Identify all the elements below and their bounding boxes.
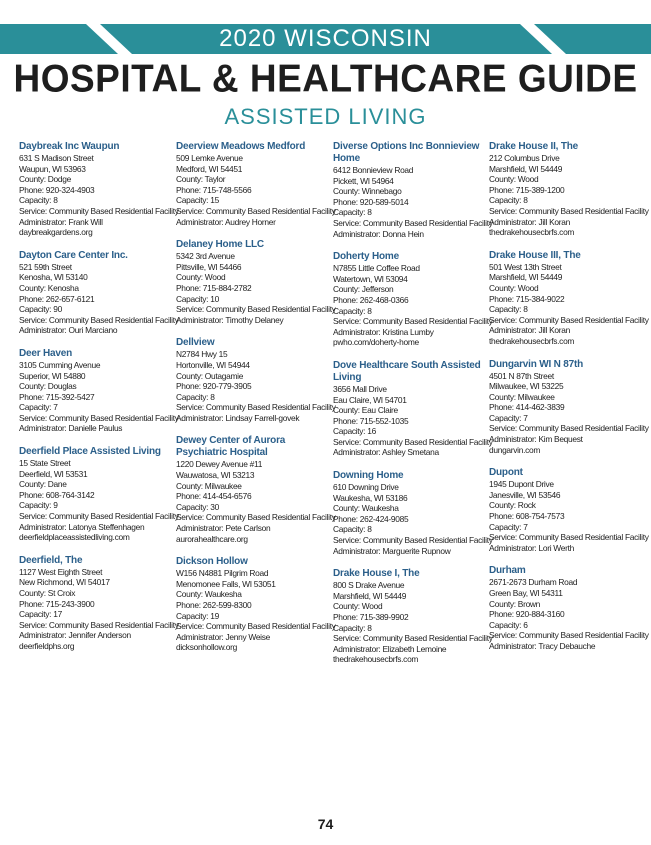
column-1 (19, 141, 179, 664)
facility-detail: 15 State Street (19, 458, 71, 469)
facility-detail: Service: Community Based Residential Facility (333, 316, 493, 327)
facility-detail: Waupun, WI 53963 (19, 163, 86, 174)
facility-detail: County: Waukesha (333, 503, 399, 514)
facility-name: Drake House II, The (489, 141, 579, 152)
facility-detail: County: Milwaukee (176, 480, 242, 491)
facility-detail: 2671-2673 Durham Road (489, 577, 578, 588)
facility-detail: 610 Downing Drive (333, 482, 399, 493)
page-number: 74 (317, 816, 334, 832)
banner-title: 2020 WISCONSIN (219, 25, 432, 52)
listing-entry (176, 435, 336, 544)
facility-detail: Service: Community Based Residential Facility (176, 512, 336, 523)
facility-detail: Administrator: Ashley Smetana (333, 447, 439, 458)
listing-entry (176, 141, 336, 227)
facility-detail: Phone: 608-764-3142 (19, 489, 95, 500)
facility-detail: Capacity: 19 (176, 610, 219, 621)
facility-detail: County: Dane (19, 479, 67, 490)
listing-entry (489, 358, 649, 456)
facility-detail: Capacity: 8 (333, 622, 372, 633)
facility-detail: Phone: 262-468-0366 (333, 294, 409, 305)
facility-detail: Capacity: 8 (489, 195, 528, 206)
facility-detail: Administrator: Pete Carlson (176, 523, 271, 534)
facility-detail: Administrator: Tracy Debauche (489, 640, 596, 651)
section-title: ASSISTED LIVING (224, 104, 427, 129)
facility-detail: Administrator: Elizabeth Lemoine (333, 643, 447, 654)
facility-name: Delaney Home LLC (176, 239, 264, 251)
facility-detail: Watertown, WI 53094 (333, 273, 408, 284)
facility-detail: Milwaukee, WI 53225 (489, 381, 564, 392)
facility-detail: County: Rock (489, 500, 536, 511)
listing-entry (489, 467, 649, 553)
facility-detail: Waukesha, WI 53186 (333, 492, 408, 503)
facility-name: Dewey Center of Aurora Psychiatric Hospital (176, 435, 286, 459)
facility-name: Dupont (489, 467, 523, 479)
facility-detail: Pickett, WI 54964 (333, 175, 394, 186)
facility-detail: Capacity: 10 (176, 293, 219, 304)
facility-detail: Administrator: Kim Bequest (489, 434, 583, 445)
facility-detail: County: Outagamie (176, 370, 244, 381)
facility-detail: Service: Community Based Residential Facility (489, 532, 649, 543)
facility-detail: 800 S Drake Avenue (333, 580, 405, 591)
facility-detail: thedrakehousecbrfs.com (333, 654, 419, 665)
facility-name: Drake House III, The (489, 249, 581, 261)
facility-detail: County: Brown (489, 598, 541, 609)
facility-detail: Phone: 715-884-2782 (176, 282, 252, 293)
facility-name: Dungarvin WI N 87th (489, 358, 583, 370)
facility-detail: 4501 N 87th Street (489, 370, 554, 381)
facility-detail: Capacity: 8 (19, 195, 58, 206)
facility-detail: 3105 Cumming Avenue (19, 359, 101, 370)
facility-detail: Phone: 715-748-5566 (176, 184, 252, 195)
facility-detail: Capacity: 7 (489, 412, 528, 423)
facility-detail: Superior, WI 54880 (19, 370, 86, 381)
facility-name: Dayton Care Center Inc. (19, 249, 128, 261)
facility-detail: Eau Claire, WI 54701 (333, 394, 407, 405)
facility-detail: Phone: 414-462-3839 (489, 402, 565, 413)
facility-detail: Service: Community Based Residential Facility (489, 205, 649, 216)
facility-detail: Administrator: Danielle Paulus (19, 423, 123, 434)
facility-detail: 1127 West Eighth Street (19, 566, 103, 577)
facility-name: Deerfield Place Assisted Living (19, 446, 161, 458)
facility-detail: Service: Community Based Residential Facility (19, 205, 179, 216)
facility-detail: Administrator: Latonya Steffenhagen (19, 521, 145, 532)
facility-detail: Phone: 262-599-8300 (176, 600, 252, 610)
facility-detail: Hortonville, WI 54944 (176, 359, 250, 370)
facility-detail: New Richmond, WI 54017 (19, 577, 110, 588)
facility-detail: N2784 Hwy 15 (176, 349, 228, 360)
facility-detail: County: Wood (489, 174, 539, 185)
facility-detail: Capacity: 7 (19, 402, 58, 413)
listing-entry (333, 141, 493, 239)
listing-entry (176, 239, 336, 325)
facility-detail: Administrator: Lindsay Farrell-govek (176, 412, 300, 423)
facility-detail: Capacity: 8 (333, 524, 372, 535)
column-3 (333, 141, 493, 677)
facility-detail: Administrator: Jill Koran (489, 216, 570, 227)
facility-detail: Capacity: 15 (176, 195, 219, 206)
facility-detail: 6412 Bonnieview Road (333, 165, 414, 175)
facility-detail: 212 Columbus Drive (489, 153, 560, 163)
listing-entry (333, 568, 493, 665)
facility-detail: Marshfield, WI 54449 (333, 590, 407, 601)
facility-detail: Phone: 920-884-3160 (489, 609, 565, 620)
facility-name: Dickson Hollow (176, 556, 248, 568)
facility-detail: County: Wood (333, 601, 383, 612)
facility-detail: Capacity: 16 (333, 426, 376, 437)
facility-detail: 509 Lemke Avenue (176, 153, 243, 163)
facility-detail: dicksonhollow.org (176, 642, 238, 653)
listing-entry (19, 554, 179, 652)
facility-detail: Administrator: Frank Will (19, 216, 103, 227)
facility-detail: 501 West 13th Street (489, 261, 562, 272)
facility-name: Deerview Meadows Medford (176, 141, 306, 152)
facility-name: Durham (489, 565, 526, 577)
facility-detail: Administrator: Timothy Delaney (176, 314, 284, 325)
facility-name: Diverse Options Inc Bonnieview Home (333, 141, 480, 164)
facility-detail: Phone: 715-552-1035 (333, 415, 409, 426)
facility-detail: Service: Community Based Residential Facility (176, 402, 336, 413)
facility-detail: Wauwatosa, WI 53213 (176, 470, 255, 481)
facility-detail: County: Waukesha (176, 589, 242, 600)
listing-entry (333, 251, 493, 348)
listing-entry (176, 556, 336, 653)
facility-detail: Administrator: Jenny Weise (176, 631, 270, 642)
facility-detail: Administrator: Marguerite Rupnow (333, 545, 451, 556)
facility-detail: Capacity: 90 (19, 304, 62, 315)
facility-detail: 1220 Dewey Avenue #11 (176, 459, 263, 470)
facility-detail: County: Douglas (19, 381, 77, 392)
facility-detail: Service: Community Based Residential Facility (19, 619, 179, 630)
facility-detail: Service: Community Based Residential Facility (176, 205, 336, 216)
facility-detail: Green Bay, WI 54311 (489, 588, 563, 598)
facility-detail: Service: Community Based Residential Facility (176, 304, 336, 315)
listing-entry (19, 249, 179, 336)
listing-entry (489, 141, 649, 238)
facility-name: Downing Home (333, 470, 404, 482)
facility-name: Dove Healthcare South Assisted Living (333, 359, 481, 383)
facility-detail: Service: Community Based Residential Facility (489, 423, 649, 434)
facility-detail: Capacity: 8 (489, 304, 528, 315)
facility-detail: Kenosha, WI 53140 (19, 272, 88, 283)
column-2 (176, 141, 336, 665)
facility-detail: Capacity: 17 (19, 609, 62, 620)
facility-name: Deerfield, The (19, 554, 83, 566)
facility-detail: Capacity: 7 (489, 521, 528, 532)
listing-entry (19, 141, 179, 238)
facility-detail: deerfieldphs.org (19, 640, 75, 651)
facility-detail: Phone: 715-243-3900 (19, 598, 95, 609)
facility-detail: Deerfield, WI 53531 (19, 468, 88, 479)
facility-detail: Service: Community Based Residential Facility (489, 630, 649, 641)
facility-detail: Menomonee Falls, WI 53051 (176, 578, 276, 589)
facility-detail: Capacity: 8 (176, 391, 215, 402)
facility-detail: Pittsville, WI 54466 (176, 261, 242, 272)
facility-name: Drake House I, The (333, 568, 420, 580)
facility-detail: County: Kenosha (19, 282, 79, 293)
listing-entry (19, 446, 179, 543)
facility-detail: 5342 3rd Avenue (176, 251, 235, 262)
facility-detail: Capacity: 8 (333, 305, 372, 316)
facility-detail: Service: Community Based Residential Facility (176, 621, 336, 632)
facility-detail: Administrator: Jill Koran (489, 325, 570, 336)
facility-detail: Phone: 262-657-6121 (19, 293, 95, 304)
facility-detail: County: Dodge (19, 174, 71, 185)
facility-name: Deer Haven (19, 347, 73, 359)
facility-detail: Phone: 608-754-7573 (489, 511, 565, 522)
facility-detail: Capacity: 8 (333, 207, 372, 218)
facility-detail: Administrator: Lori Werth (489, 542, 574, 553)
column-4 (489, 141, 649, 664)
facility-detail: pwho.com/doherty-home (333, 337, 419, 348)
facility-detail: Medford, WI 54451 (176, 163, 243, 174)
facility-detail: Service: Community Based Residential Facility (19, 412, 179, 423)
listing-entry (333, 470, 493, 556)
page-title: HOSPITAL & HEALTHCARE GUIDE (13, 56, 638, 100)
facility-detail: Phone: 715-392-5427 (19, 391, 95, 402)
listing-entry (489, 565, 649, 651)
facility-detail: Service: Community Based Residential Facility (19, 314, 179, 325)
facility-detail: County: Eau Claire (333, 405, 398, 416)
facility-detail: Phone: 414-454-6576 (176, 491, 252, 502)
facility-detail: Phone: 262-424-9085 (333, 513, 409, 524)
facility-detail: Marshfield, WI 54449 (489, 272, 563, 283)
facility-detail: Marshfield, WI 54449 (489, 163, 563, 174)
facility-detail: 3656 Mall Drive (333, 383, 387, 394)
facility-detail: Phone: 920-589-5014 (333, 196, 409, 207)
facility-detail: deerfieldplaceassistedliving.com (19, 532, 130, 543)
facility-detail: Service: Community Based Residential Facility (333, 535, 493, 546)
facility-detail: dungarvin.com (489, 444, 541, 455)
facility-detail: daybreakgardens.org (19, 227, 93, 238)
listing-entry (19, 347, 179, 434)
facility-detail: County: Taylor (176, 174, 226, 185)
facility-detail: Service: Community Based Residential Facility (333, 633, 493, 644)
listing-entry (176, 337, 336, 423)
facility-name: Daybreak Inc Waupun (19, 141, 120, 152)
facility-detail: Capacity: 9 (19, 500, 58, 511)
facility-detail: Janesville, WI 53546 (489, 489, 561, 500)
facility-detail: Phone: 715-389-1200 (489, 184, 565, 195)
facility-name: Doherty Home (333, 251, 399, 263)
facility-detail: Phone: 920-324-4903 (19, 184, 95, 195)
facility-detail: W156 N4881 Pilgrim Road (176, 568, 269, 579)
facility-detail: 631 S Madison Street (19, 153, 94, 163)
facility-detail: County: Wood (176, 272, 226, 283)
facility-detail: thedrakehousecbrfs.com (489, 335, 575, 346)
facility-detail: Administrator: Donna Hein (333, 228, 424, 239)
facility-detail: N7855 Little Coffee Road (333, 263, 420, 274)
facility-detail: Service: Community Based Residential Facility (333, 217, 493, 228)
facility-detail: County: St Croix (19, 588, 76, 598)
facility-detail: Capacity: 6 (489, 619, 528, 630)
facility-detail: Phone: 920-779-3905 (176, 381, 252, 392)
facility-detail: Capacity: 30 (176, 501, 219, 512)
facility-detail: Administrator: Audrey Horner (176, 216, 276, 227)
facility-detail: County: Wood (489, 282, 539, 293)
facility-name: Dellview (176, 337, 215, 349)
facility-detail: County: Milwaukee (489, 391, 555, 402)
facility-detail: Service: Community Based Residential Facility (489, 314, 649, 325)
facility-detail: Administrator: Kristina Lumby (333, 326, 434, 337)
facility-detail: Administrator: Jennifer Anderson (19, 630, 131, 641)
facility-detail: Administrator: Ouri Marciano (19, 325, 118, 336)
listing-entry (489, 249, 649, 347)
facility-detail: Service: Community Based Residential Facility (333, 436, 493, 447)
facility-detail: aurorahealthcare.org (176, 533, 248, 544)
facility-detail: 521 59th Street (19, 261, 72, 272)
facility-detail: County: Jefferson (333, 284, 394, 295)
facility-detail: thedrakehousecbrfs.com (489, 227, 575, 238)
facility-detail: Service: Community Based Residential Facility (19, 511, 179, 522)
listing-entry (333, 359, 493, 458)
facility-detail: County: Winnebago (333, 186, 402, 197)
facility-detail: Phone: 715-384-9022 (489, 293, 565, 304)
facility-detail: 1945 Dupont Drive (489, 479, 554, 490)
facility-detail: Phone: 715-389-9902 (333, 612, 409, 622)
